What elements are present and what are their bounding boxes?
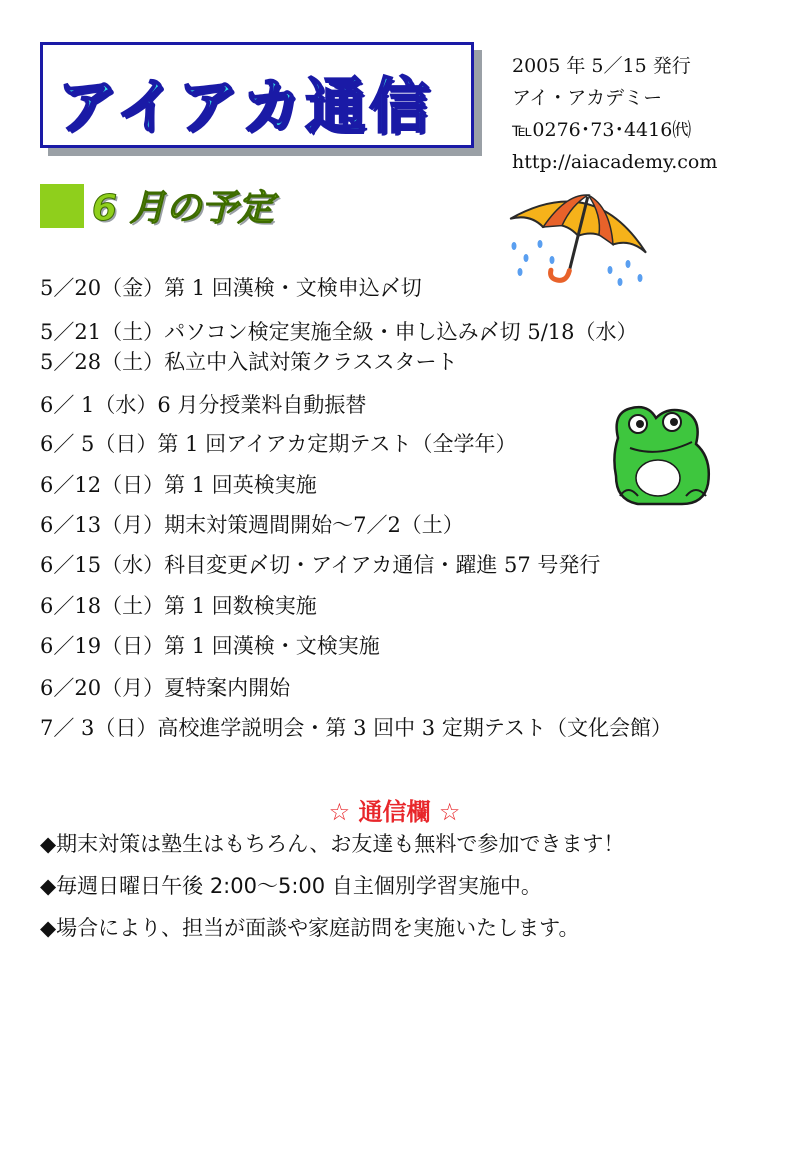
website-url: http://aiacademy.com — [512, 151, 718, 173]
issue-date: 2005 年 5／15 発行 — [512, 55, 691, 77]
schedule-item: 6／ 1（水）6 月分授業料自動振替 — [40, 393, 367, 417]
section-title: 6 月の予定 — [92, 188, 274, 229]
notice-item: ◆毎週日曜日午後 2:00～5:00 自主個別学習実施中。 — [40, 874, 542, 898]
notices-title: ☆ 通信欄 ☆ — [328, 798, 461, 826]
schedule-item: 6／18（土）第 1 回数検実施 — [40, 594, 317, 618]
schedule-item: 6／ 5（日）第 1 回アイアカ定期テスト（全学年） — [40, 432, 517, 456]
schedule-item: 5／28（土）私立中入試対策クラススタート — [40, 350, 458, 374]
schedule-item: 6／13（月）期末対策週間開始～7／2（土） — [40, 513, 464, 537]
schedule-item: 5／20（金）第 1 回漢検・文検申込〆切 — [40, 276, 422, 300]
title-box — [40, 42, 474, 148]
publisher-name: アイ・アカデミー — [512, 87, 663, 109]
notice-item: ◆期末対策は塾生はもちろん、お友達も無料で参加できます！ — [40, 832, 625, 856]
umbrella-icon — [500, 188, 660, 298]
newsletter-title: アイアカ通信 — [57, 72, 434, 142]
schedule-item: 5／21（土）パソコン検定実施全級・申し込み〆切 5/18（水） — [40, 320, 638, 344]
green-square-icon — [40, 184, 84, 228]
schedule-item: 6／12（日）第 1 回英検実施 — [40, 473, 317, 497]
phone-number: ℡0276･73･4416㈹ — [512, 119, 692, 141]
section-heading — [40, 180, 274, 231]
frog-icon — [608, 400, 720, 510]
schedule-item: 6／15（水）科目変更〆切・アイアカ通信・躍進 57 号発行 — [40, 553, 601, 577]
schedule-item: 6／19（日）第 1 回漢検・文検実施 — [40, 634, 380, 658]
schedule-item: 7／ 3（日）高校進学説明会・第 3 回中 3 定期テスト（文化会館） — [40, 716, 672, 740]
publication-info — [512, 50, 717, 178]
schedule-item: 6／20（月）夏特案内開始 — [40, 676, 291, 700]
notice-item: ◆場合により、担当が面談や家庭訪問を実施いたします。 — [40, 916, 580, 940]
